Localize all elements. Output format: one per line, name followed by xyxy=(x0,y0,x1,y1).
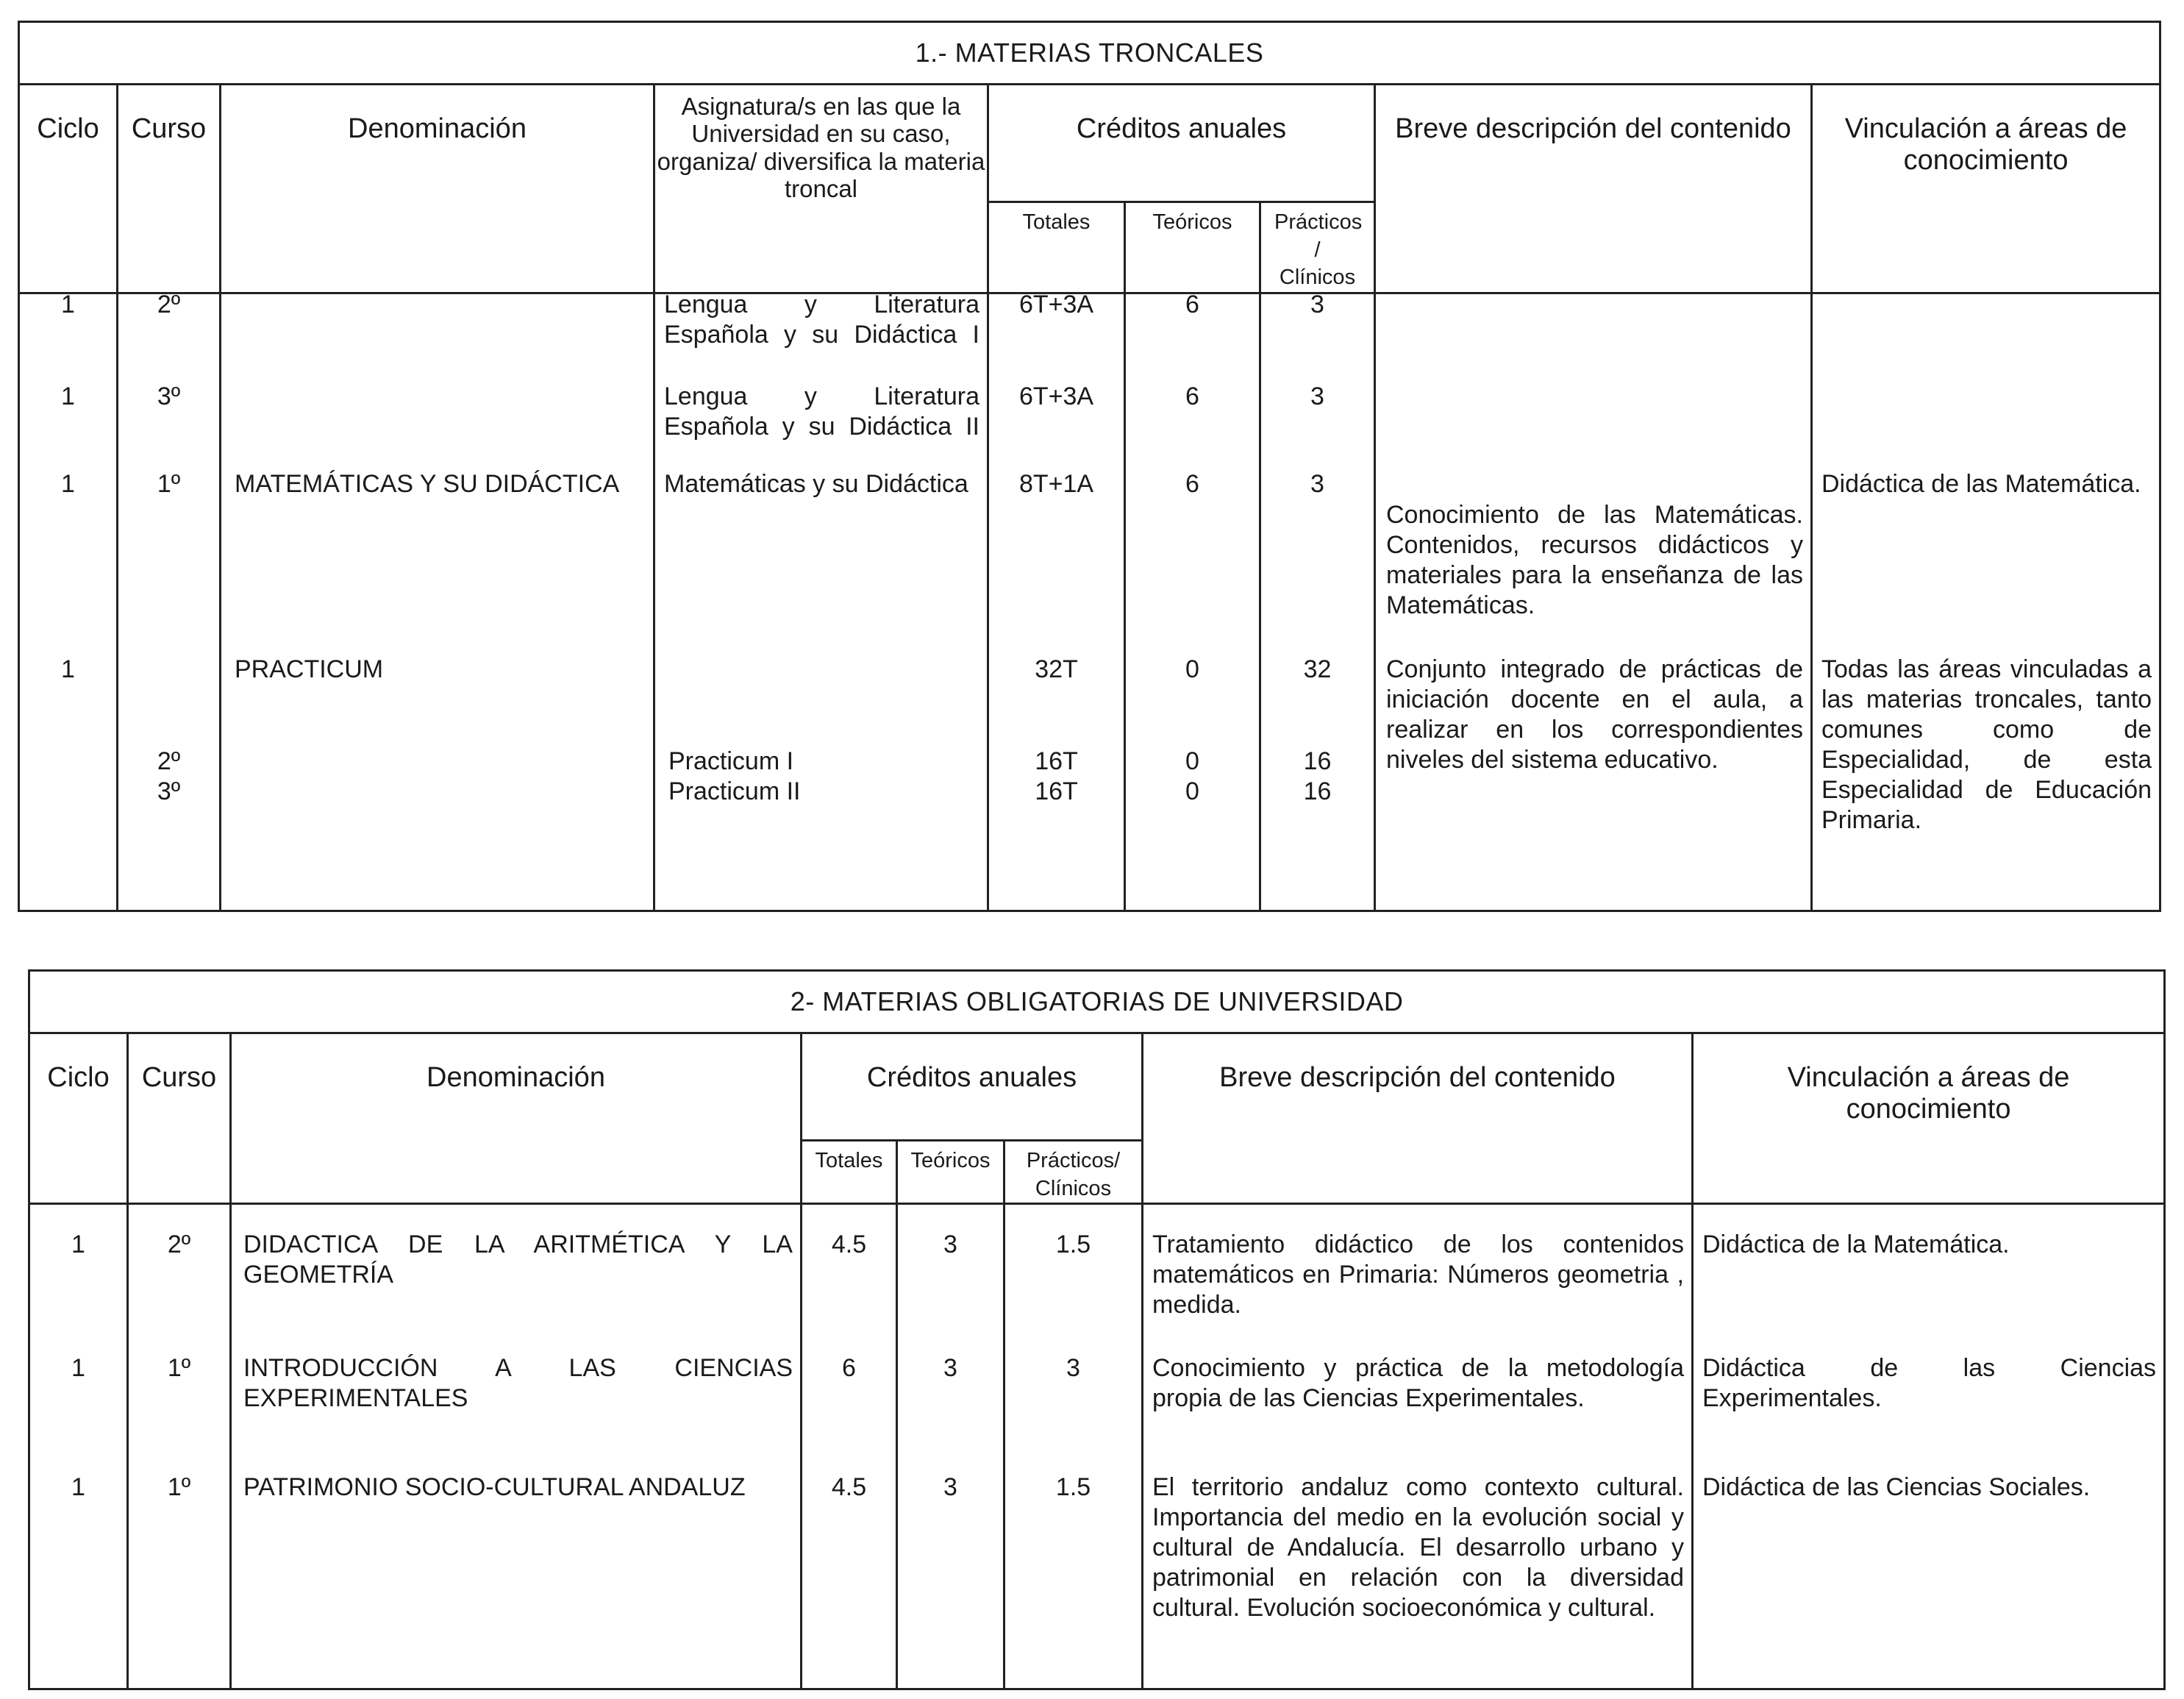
header-descripcion: Breve descripción del contenido xyxy=(1143,1033,1693,1204)
cell-teoricos-row-3: 3 xyxy=(943,1472,957,1501)
header-asignatura: Asignatura/s en las que la Universidad en su caso, organiza/ diversifica la materia troncal xyxy=(654,85,988,293)
column-ciclo xyxy=(19,290,118,911)
column-vinculacion xyxy=(1693,1204,2165,1689)
cell-asignatura-row-3: Matemáticas y su Didáctica xyxy=(664,469,968,498)
column-descripcion xyxy=(1143,1204,1693,1689)
header-descripcion: Breve descripción del contenido xyxy=(1375,85,1812,293)
cell-asignatura-row-2: Lengua y Literatura Española y su Didáctica II xyxy=(664,382,979,441)
cell-ciclo-row-2: 1 xyxy=(71,1353,85,1382)
cell-curso-row-1: 2º xyxy=(167,1230,191,1258)
obligatorias-table xyxy=(28,969,2166,1690)
header-vinculacion: Vinculación a áreas de conocimiento xyxy=(1693,1033,2165,1204)
cell-ciclo-row-1: 1 xyxy=(71,1230,85,1258)
column-descripcion xyxy=(1375,293,1812,911)
cell-vinculacion-row-1: Didáctica de la Matemática. xyxy=(1702,1230,2010,1258)
table-body xyxy=(29,1204,2165,1689)
cell-ciclo-row-1: 1 xyxy=(61,290,75,318)
cell-teoricos-row-5: 0 xyxy=(1185,747,1199,775)
cell-teoricos-row-3: 6 xyxy=(1185,469,1199,498)
cell-totales-row-3: 8T+1A xyxy=(1018,469,1094,498)
header-denominacion: Denominación xyxy=(221,85,654,293)
cell-totales-row-4: 32T xyxy=(1035,655,1078,683)
cell-denominacion-row-2: INTRODUCCIÓN A LAS CIENCIAS EXPERIMENTALES xyxy=(243,1353,793,1412)
cell-teoricos-row-2: 6 xyxy=(1185,382,1199,410)
column-practicos xyxy=(1260,290,1375,911)
cell-vinculacion-row-4: Todas las áreas vinculadas a las materias troncales, tanto comunes como de Especialidad, de esta Especialidad de Educación Primaria. xyxy=(1821,655,2152,834)
cell-ciclo-row-4: 1 xyxy=(61,655,75,683)
cell-asignatura-row-1: Lengua y Literatura Española y su Didáctica I xyxy=(664,290,979,349)
cell-practicos-row-4: 32 xyxy=(1303,655,1332,683)
cell-descripcion-row-4: Conjunto integrado de prácticas de iniciación docente en el aula, a realizar en los correspondientes niveles del sistema educativo. xyxy=(1386,655,1803,774)
header-curso: Curso xyxy=(128,1033,231,1204)
cell-asignatura-row-6: Practicum II xyxy=(668,777,801,805)
cell-totales-row-1: 4.5 xyxy=(831,1230,867,1258)
column-vinculacion xyxy=(1812,293,2160,911)
cell-ciclo-row-3: 1 xyxy=(71,1472,85,1501)
cell-descripcion-row-3: Conocimiento de las Matemáticas. Contenidos, recursos didácticos y materiales para la enseñanza de las Matemáticas. xyxy=(1386,500,1803,619)
header-creditos: Créditos anuales xyxy=(802,1033,1143,1141)
cell-descripcion-row-2: Conocimiento y práctica de la metodología propia de las Ciencias Experimentales. xyxy=(1152,1353,1684,1412)
column-denominacion xyxy=(231,1204,802,1689)
cell-curso-row-3: 1º xyxy=(157,469,181,498)
cell-vinculacion-row-2: Didáctica de las Ciencias Experimentales. xyxy=(1702,1353,2157,1412)
cell-practicos-row-2: 3 xyxy=(1310,382,1324,410)
header-totales: Totales xyxy=(988,202,1125,293)
header-ciclo: Ciclo xyxy=(19,85,118,293)
column-denominacion xyxy=(221,293,654,911)
cell-practicos-row-3: 3 xyxy=(1310,469,1324,498)
cell-vinculacion-row-3: Didáctica de las Matemática. xyxy=(1821,469,2141,498)
column-totales xyxy=(988,290,1125,911)
column-practicos xyxy=(1004,1204,1143,1689)
troncales-table xyxy=(18,21,2161,912)
header-creditos: Créditos anuales xyxy=(988,85,1375,202)
cell-curso-row-1: 2º xyxy=(157,290,181,318)
cell-curso-row-5: 2º xyxy=(157,747,181,775)
header-curso: Curso xyxy=(118,85,221,293)
header-practicos: Prácticos/ Clínicos xyxy=(1004,1141,1143,1204)
cell-practicos-row-5: 16 xyxy=(1303,747,1332,775)
column-teoricos xyxy=(897,1204,1004,1689)
cell-practicos-row-3: 1.5 xyxy=(1055,1472,1091,1501)
cell-curso-row-2: 3º xyxy=(157,382,181,410)
cell-totales-row-6: 16T xyxy=(1035,777,1078,805)
cell-denominacion-row-3: MATEMÁTICAS Y SU DIDÁCTICA xyxy=(235,469,620,498)
header-ciclo: Ciclo xyxy=(29,1033,128,1204)
cell-practicos-row-6: 16 xyxy=(1303,777,1332,805)
column-curso xyxy=(128,1204,231,1689)
cell-practicos-row-1: 3 xyxy=(1310,290,1324,318)
table-title: 1.- MATERIAS TRONCALES xyxy=(19,22,2160,85)
cell-practicos-row-1: 1.5 xyxy=(1055,1230,1091,1258)
table-body xyxy=(19,293,2160,911)
header-teoricos: Teóricos xyxy=(1125,202,1260,293)
cell-denominacion-row-3: PATRIMONIO SOCIO-CULTURAL ANDALUZ xyxy=(243,1472,746,1501)
cell-teoricos-row-2: 3 xyxy=(943,1353,957,1382)
header-totales: Totales xyxy=(802,1141,897,1204)
header-teoricos: Teóricos xyxy=(897,1141,1004,1204)
column-teoricos xyxy=(1125,290,1260,911)
header-vinculacion: Vinculación a áreas de conocimiento xyxy=(1812,85,2160,293)
column-totales xyxy=(802,1204,897,1689)
cell-teoricos-row-1: 6 xyxy=(1185,290,1199,318)
cell-denominacion-row-1: DIDACTICA DE LA ARITMÉTICA Y LA GEOMETRÍA xyxy=(243,1230,793,1289)
cell-teoricos-row-4: 0 xyxy=(1185,655,1199,683)
column-asignatura xyxy=(654,290,988,911)
header-practicos: Prácticos / Clínicos xyxy=(1260,202,1375,293)
cell-asignatura-row-5: Practicum I xyxy=(668,747,794,775)
cell-descripcion-row-3: El territorio andaluz como contexto cultural. Importancia del medio en la evolución social y cultural de Andalucía. El desarrollo urbano y patrimonial en relación con la diversidad cultural. Evolución socioeconómica y cultural. xyxy=(1152,1472,1684,1622)
cell-curso-row-2: 1º xyxy=(167,1353,191,1382)
cell-ciclo-row-2: 1 xyxy=(61,382,75,410)
column-curso xyxy=(118,290,221,911)
cell-totales-row-3: 4.5 xyxy=(831,1472,867,1501)
cell-descripcion-row-1: Tratamiento didáctico de los contenidos matemáticos en Primaria: Números geometria , medida. xyxy=(1152,1230,1684,1319)
table-title: 2- MATERIAS OBLIGATORIAS DE UNIVERSIDAD xyxy=(29,971,2165,1033)
cell-curso-row-6: 3º xyxy=(157,777,181,805)
cell-vinculacion-row-3: Didáctica de las Ciencias Sociales. xyxy=(1702,1472,2091,1501)
cell-curso-row-3: 1º xyxy=(167,1472,191,1501)
cell-totales-row-1: 6T+3A xyxy=(1018,290,1094,318)
cell-totales-row-2: 6 xyxy=(842,1353,856,1382)
cell-teoricos-row-6: 0 xyxy=(1185,777,1199,805)
cell-denominacion-row-4: PRACTICUM xyxy=(235,655,384,683)
cell-practicos-row-2: 3 xyxy=(1066,1353,1080,1382)
header-denominacion: Denominación xyxy=(231,1033,802,1204)
cell-ciclo-row-3: 1 xyxy=(61,469,75,498)
column-ciclo xyxy=(29,1204,128,1689)
cell-totales-row-5: 16T xyxy=(1035,747,1078,775)
cell-totales-row-2: 6T+3A xyxy=(1018,382,1094,410)
cell-teoricos-row-1: 3 xyxy=(943,1230,957,1258)
